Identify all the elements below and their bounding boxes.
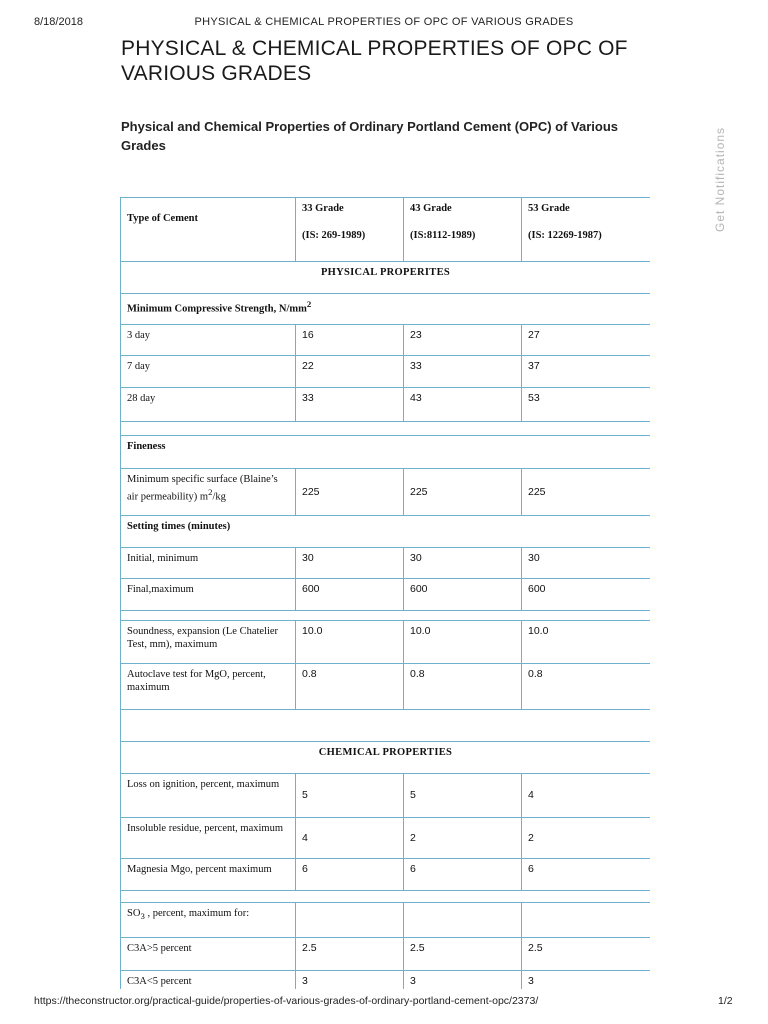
cell-value: 23	[404, 325, 522, 356]
print-date: 8/18/2018	[34, 16, 83, 28]
cell-value: 600	[522, 579, 651, 611]
get-notifications-button[interactable]: Get Notifications	[713, 126, 727, 232]
cell-value: 37	[522, 356, 651, 388]
physical-properties-heading: PHYSICAL PROPERITES	[121, 262, 651, 294]
row-label: Final,maximum	[121, 579, 296, 611]
cell-value: 53	[522, 388, 651, 422]
setting-times-heading: Setting times (minutes)	[121, 516, 651, 548]
cell-value: 6	[296, 859, 404, 891]
table-spacer-row	[121, 891, 651, 903]
table-spacer-row	[121, 611, 651, 621]
cell-value: 16	[296, 325, 404, 356]
cell-value: 27	[522, 325, 651, 356]
page-number: 1/2	[718, 995, 733, 1007]
table-row	[121, 516, 651, 548]
table-row	[121, 774, 651, 818]
row-label: C3A>5 percent	[121, 938, 296, 971]
cell-value: 2	[404, 818, 522, 859]
table-row	[121, 325, 651, 356]
cell-value: 6	[404, 859, 522, 891]
table-spacer-row	[121, 710, 651, 742]
cell-value: 225	[522, 469, 651, 516]
table-row	[121, 388, 651, 422]
grade-43-header	[404, 198, 522, 262]
table-header-row	[121, 198, 651, 262]
table-row	[121, 621, 651, 664]
chemical-properties-heading: CHEMICAL PROPERTIES	[121, 742, 651, 774]
spacer-cell	[121, 611, 651, 621]
row-label: C3A<5 percent	[121, 971, 296, 990]
table-row	[121, 548, 651, 579]
table-row	[121, 664, 651, 710]
cell-value: 2.5	[404, 938, 522, 971]
row-label: Autoclave test for MgO, percent, maximum	[121, 664, 296, 710]
row-label: Magnesia Mgo, percent maximum	[121, 859, 296, 891]
cell-value: 3	[404, 971, 522, 990]
table-row	[121, 971, 651, 990]
table-row	[121, 859, 651, 891]
spacer-cell	[121, 710, 651, 742]
grade-name: 43 Grade	[410, 203, 452, 214]
cell-value: 3	[522, 971, 651, 990]
cell-value: 10.0	[404, 621, 522, 664]
properties-table	[120, 197, 650, 989]
cell-value: 2.5	[522, 938, 651, 971]
cell-value: 2	[522, 818, 651, 859]
row-label: Initial, minimum	[121, 548, 296, 579]
cell-value: 225	[296, 469, 404, 516]
table-row	[121, 469, 651, 516]
table-row	[121, 742, 651, 774]
cell-value: 0.8	[296, 664, 404, 710]
row-label: Insoluble residue, percent, maximum	[121, 818, 296, 859]
row-label: $SO_3$ , percent, maximum for:	[121, 903, 296, 938]
grade-standard: (IS:8112-1989)	[410, 230, 476, 241]
cell-value: 600	[404, 579, 522, 611]
properties-table-container	[120, 197, 650, 989]
table-row	[121, 938, 651, 971]
cell-value: 0.8	[404, 664, 522, 710]
cell-value: 43	[404, 388, 522, 422]
type-of-cement-label: Type of Cement	[121, 198, 296, 262]
cell-value: 33	[404, 356, 522, 388]
table-row	[121, 262, 651, 294]
cell-value: 3	[296, 971, 404, 990]
cell-value: 225	[404, 469, 522, 516]
spacer-cell	[121, 891, 651, 903]
spacer-cell	[121, 422, 651, 436]
cell-value: 33	[296, 388, 404, 422]
cell-value: 10.0	[522, 621, 651, 664]
page-title: PHYSICAL & CHEMICAL PROPERTIES OF OPC OF VARIOUS GRADES	[121, 37, 628, 85]
table-row	[121, 436, 651, 469]
table-row	[121, 903, 651, 938]
table-row	[121, 579, 651, 611]
cell-value: 6	[522, 859, 651, 891]
row-label: 3 day	[121, 325, 296, 356]
cell-value: 5	[404, 774, 522, 818]
fineness-heading: Fineness	[121, 436, 651, 469]
grade-name: 33 Grade	[302, 203, 344, 214]
min-compressive-strength-label: Minimum Compressive Strength, $N/mm^2$	[121, 294, 651, 325]
source-url[interactable]: https://theconstructor.org/practical-guide/properties-of-various-grades-of-ordinary-portland-cement-opc/2373/	[34, 995, 539, 1007]
empty-cell	[522, 903, 651, 938]
cell-value: 30	[296, 548, 404, 579]
row-label: Minimum specific surface (Blaine’s air permeability) $m^2/kg$	[121, 469, 296, 516]
table-spacer-row	[121, 422, 651, 436]
row-label: 7 day	[121, 356, 296, 388]
grade-standard: (IS: 269-1989)	[302, 230, 366, 241]
table-row	[121, 818, 651, 859]
cell-value: 2.5	[296, 938, 404, 971]
print-header-title: PHYSICAL & CHEMICAL PROPERTIES OF OPC OF VARIOUS GRADES	[194, 16, 574, 28]
row-label: Soundness, expansion (Le Chatelier Test, mm), maximum	[121, 621, 296, 664]
cell-value: 22	[296, 356, 404, 388]
cell-value: 5	[296, 774, 404, 818]
empty-cell	[296, 903, 404, 938]
table-row	[121, 294, 651, 325]
cell-value: 10.0	[296, 621, 404, 664]
grade-name: 53 Grade	[528, 203, 570, 214]
grade-53-header	[522, 198, 651, 262]
cell-value: 0.8	[522, 664, 651, 710]
cell-value: 4	[296, 818, 404, 859]
cell-value: 30	[404, 548, 522, 579]
row-label: Loss on ignition, percent, maximum	[121, 774, 296, 818]
article-subtitle: Physical and Chemical Properties of Ordinary Portland Cement (OPC) of Various Grades	[121, 119, 619, 153]
cell-value: 600	[296, 579, 404, 611]
empty-cell	[404, 903, 522, 938]
table-row	[121, 356, 651, 388]
grade-33-header	[296, 198, 404, 262]
grade-standard: (IS: 12269-1987)	[528, 230, 602, 241]
row-label: 28 day	[121, 388, 296, 422]
cell-value: 30	[522, 548, 651, 579]
cell-value: 4	[522, 774, 651, 818]
